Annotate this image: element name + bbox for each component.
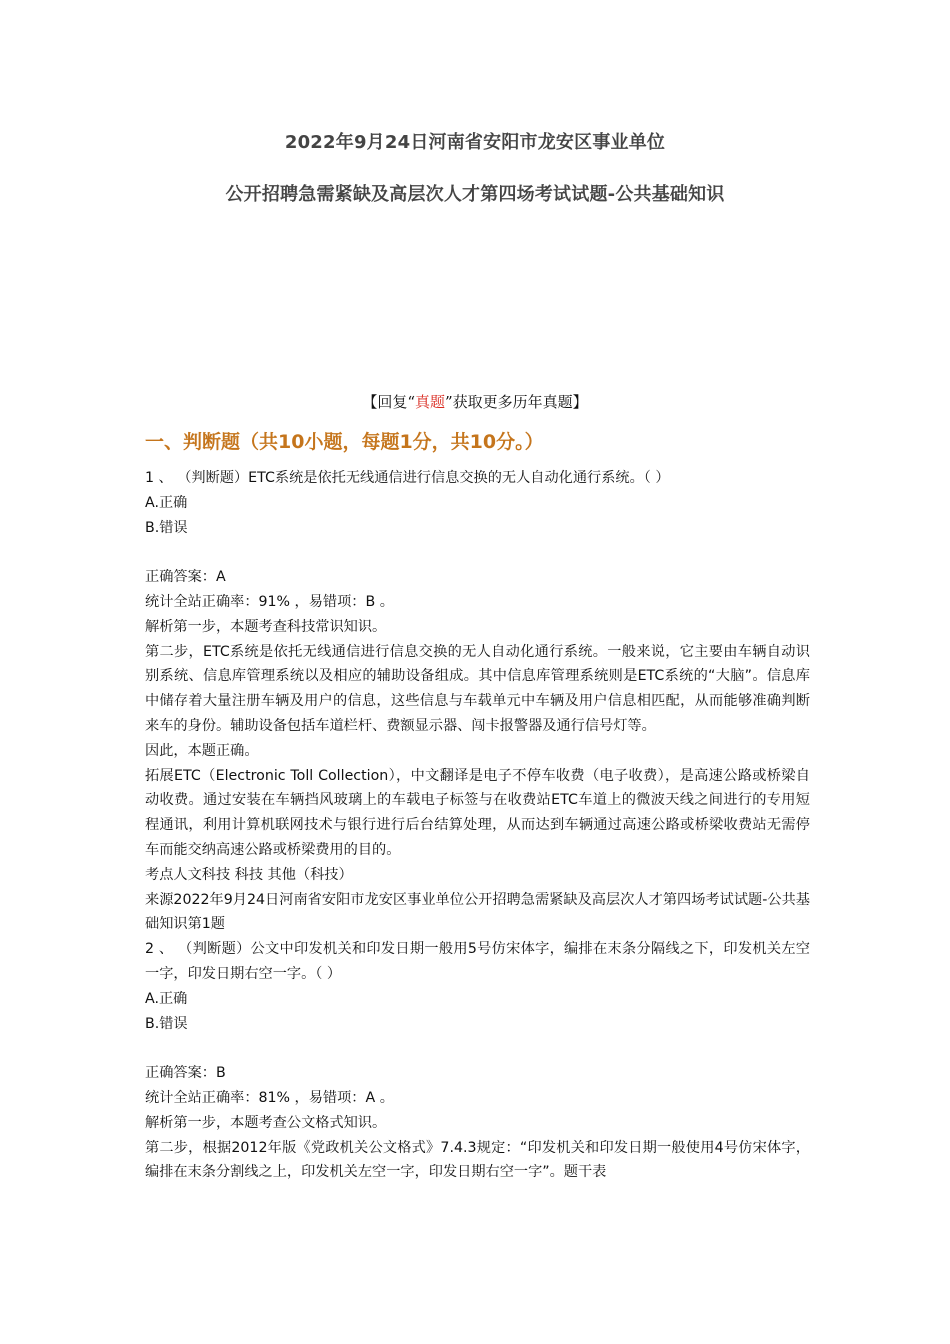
question-1-option-b: B.错误: [145, 519, 188, 536]
question-list: [145, 466, 810, 1185]
question-1-stem: 1 、 （判断题）ETC系统是依托无线通信进行信息交换的无人自动化通行系统。（ ）: [145, 470, 670, 486]
reply-notice-prefix: 【回复“: [362, 393, 415, 411]
question-2-option-a: A.正确: [145, 990, 188, 1007]
section-heading: 一、判断题（共10小题，每题1分，共10分。）: [145, 431, 544, 453]
document-title-line-1: 2022年9月24日河南省安阳市龙安区事业单位: [284, 132, 666, 153]
question-1-conclusion: 因此，本题正确。: [145, 742, 259, 759]
spacer: [145, 1036, 810, 1061]
question-1-source: 来源2022年9月24日河南省安阳市龙安区事业单位公开招聘急需紧缺及高层次人才第四场考试试题-公共基础知识第1题: [145, 891, 810, 933]
question-2-stem: 2 、 （判断题）公文中印发机关和印发日期一般用5号仿宋体字，编排在末条分隔线之下，印发机关左空一字，印发日期右空一字。（ ）: [145, 941, 810, 982]
question-2-analysis-step-1: 解析第一步，本题考查公文格式知识。: [145, 1114, 387, 1131]
question-1-stats: 统计全站正确率：91% ，易错项：B 。: [145, 593, 394, 610]
question-1-analysis-step-1: 解析第一步，本题考查科技常识知识。: [145, 618, 387, 635]
question-2-option-b: B.错误: [145, 1015, 188, 1032]
spacer: [145, 540, 810, 565]
question-1-extension: 拓展ETC（Electronic Toll Collection），中文翻译是电子不停车收费（电子收费），是高速公路或桥梁自动收费。通过安装在车辆挡风玻璃上的车载电子标签与在收费站ETC车道上的微波天线之间进行的专用短程通讯，利用计算机联网技术与银行进行后台结算处理，从而达到车辆通过高速公路或桥梁收费站无需停车而能交纳高速公路或桥梁费用的目的。: [145, 767, 810, 858]
question-1-option-a: A.正确: [145, 494, 188, 511]
reply-notice-keyword: 真题: [414, 393, 445, 411]
reply-notice-suffix: ”获取更多历年真题】: [445, 393, 588, 411]
document-title-line-2: 公开招聘急需紧缺及高层次人才第四场考试试题-公共基础知识: [225, 184, 725, 205]
question-1-knowledge-point: 考点人文科技 科技 其他（科技）: [145, 866, 353, 883]
question-2-analysis-step-2: 第二步，根据2012年版《党政机关公文格式》7.4.3规定：“印发机关和印发日期一般使用4号仿宋体字，编排在末条分割线之上，印发机关左空一字，印发日期右空一字”。题干表: [145, 1139, 810, 1181]
question-2-answer: 正确答案：B: [145, 1065, 226, 1082]
reply-notice: [0, 391, 950, 412]
question-2-stats: 统计全站正确率：81% ，易错项：A 。: [145, 1089, 394, 1106]
question-1-analysis-step-2: 第二步，ETC系统是依托无线通信进行信息交换的无人自动化通行系统。一般来说，它主要由车辆自动识别系统、信息库管理系统以及相应的辅助设备组成。其中信息库管理系统则是ETC系统的“大脑”。信息库中储存着大量注册车辆及用户的信息，这些信息与车载单元中车辆及用户信息相匹配，从而能够准确判断来车的身份。辅助设备包括车道栏杆、费额显示器、闯卡报警器及通行信号灯等。: [145, 643, 810, 734]
question-1-answer: 正确答案：A: [145, 569, 226, 586]
